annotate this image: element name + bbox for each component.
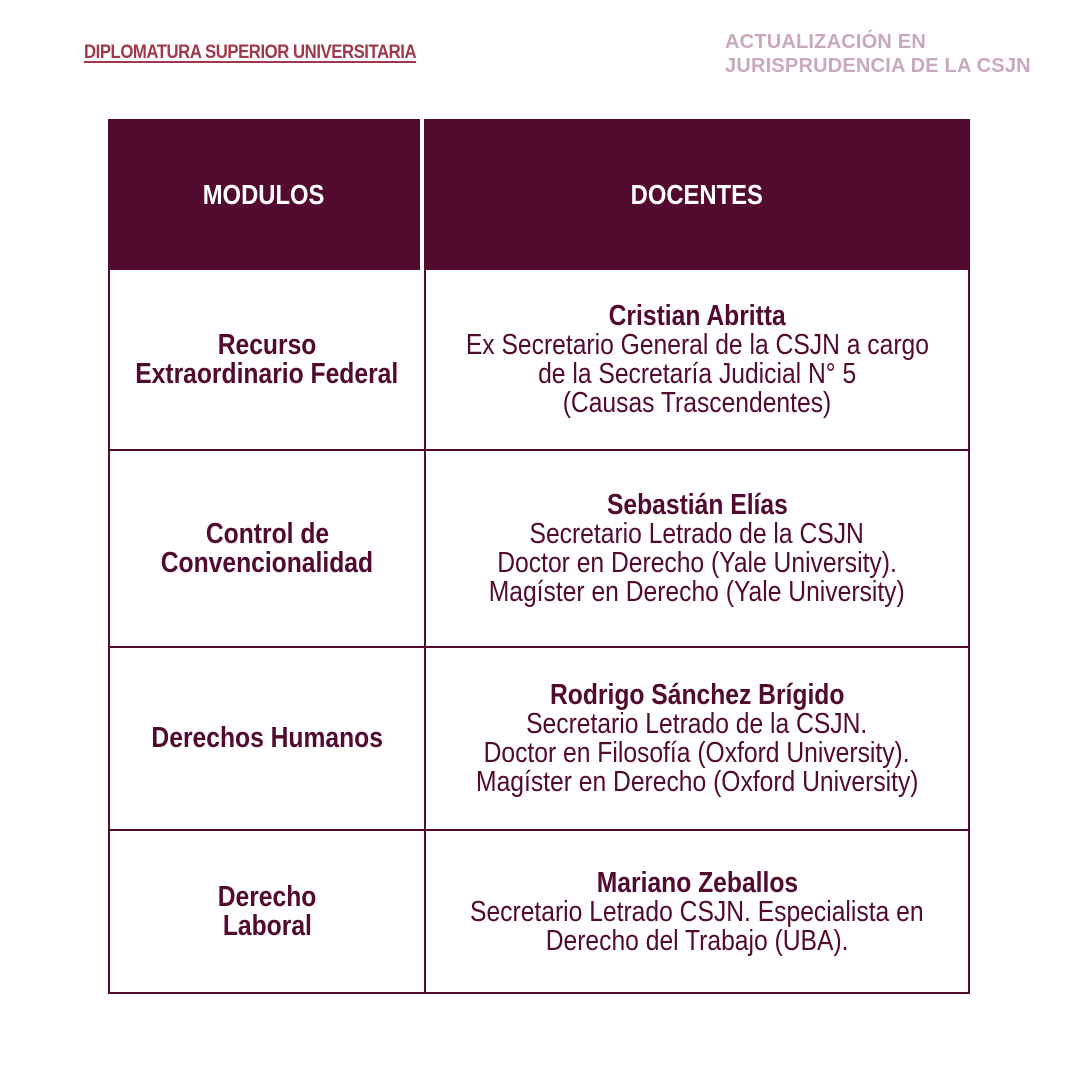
column-header-modulos-label: MODULOS bbox=[203, 178, 325, 210]
table-row bbox=[108, 648, 970, 831]
module-label: Derecho bbox=[217, 880, 317, 913]
modules-table bbox=[108, 119, 970, 994]
teacher-description: Derecho del Trabajo (UBA). bbox=[545, 924, 849, 957]
teacher-name: Cristian Abritta bbox=[608, 300, 786, 332]
teacher-name: Sebastián Elías bbox=[606, 489, 788, 521]
column-header-docentes bbox=[424, 119, 970, 270]
table-row bbox=[108, 831, 970, 994]
teacher-description: Secretario Letrado CSJN. Especialista en bbox=[470, 895, 924, 928]
module-label: Laboral bbox=[222, 909, 312, 942]
teacher-description: Magíster en Derecho (Oxford University) bbox=[475, 766, 919, 798]
column-header-modulos bbox=[108, 119, 424, 270]
module-label: Control de bbox=[205, 517, 329, 550]
column-header-docentes-label: DOCENTES bbox=[630, 178, 764, 210]
teacher-name: Rodrigo Sánchez Brígido bbox=[549, 679, 845, 711]
table-row bbox=[108, 270, 970, 451]
teacher-description: Doctor en Filosofía (Oxford University). bbox=[483, 737, 911, 769]
module-label: Recurso bbox=[217, 328, 317, 361]
teacher-description: Secretario Letrado de la CSJN bbox=[529, 518, 865, 550]
module-label: Convencionalidad bbox=[160, 546, 374, 579]
diplomatura-title: DIPLOMATURA SUPERIOR UNIVERSITARIA bbox=[84, 42, 417, 63]
course-title-line1: ACTUALIZACIÓN EN bbox=[725, 31, 926, 53]
module-cell bbox=[108, 831, 424, 994]
module-cell bbox=[108, 270, 424, 451]
module-cell bbox=[108, 451, 424, 648]
course-title-line2: JURISPRUDENCIA DE LA CSJN bbox=[725, 55, 1031, 77]
teacher-description: (Causas Trascendentes) bbox=[562, 387, 832, 419]
table-header-row bbox=[108, 119, 970, 270]
teacher-cell bbox=[424, 270, 970, 451]
teacher-cell bbox=[424, 831, 970, 994]
teacher-name: Mariano Zeballos bbox=[596, 866, 798, 899]
teacher-cell bbox=[424, 648, 970, 831]
teacher-description: de la Secretaría Judicial N° 5 bbox=[537, 358, 857, 390]
module-cell bbox=[108, 648, 424, 831]
teacher-description: Doctor en Derecho (Yale University). bbox=[497, 547, 897, 579]
teacher-description: Magíster en Derecho (Yale University) bbox=[488, 576, 905, 608]
course-title bbox=[725, 30, 1031, 78]
module-label: Extraordinario Federal bbox=[135, 357, 399, 390]
teacher-description: Secretario Letrado de la CSJN. bbox=[526, 708, 868, 740]
teacher-cell bbox=[424, 451, 970, 648]
module-label: Derechos Humanos bbox=[151, 722, 383, 754]
table-row bbox=[108, 451, 970, 648]
teacher-description: Ex Secretario General de la CSJN a cargo bbox=[465, 329, 929, 361]
